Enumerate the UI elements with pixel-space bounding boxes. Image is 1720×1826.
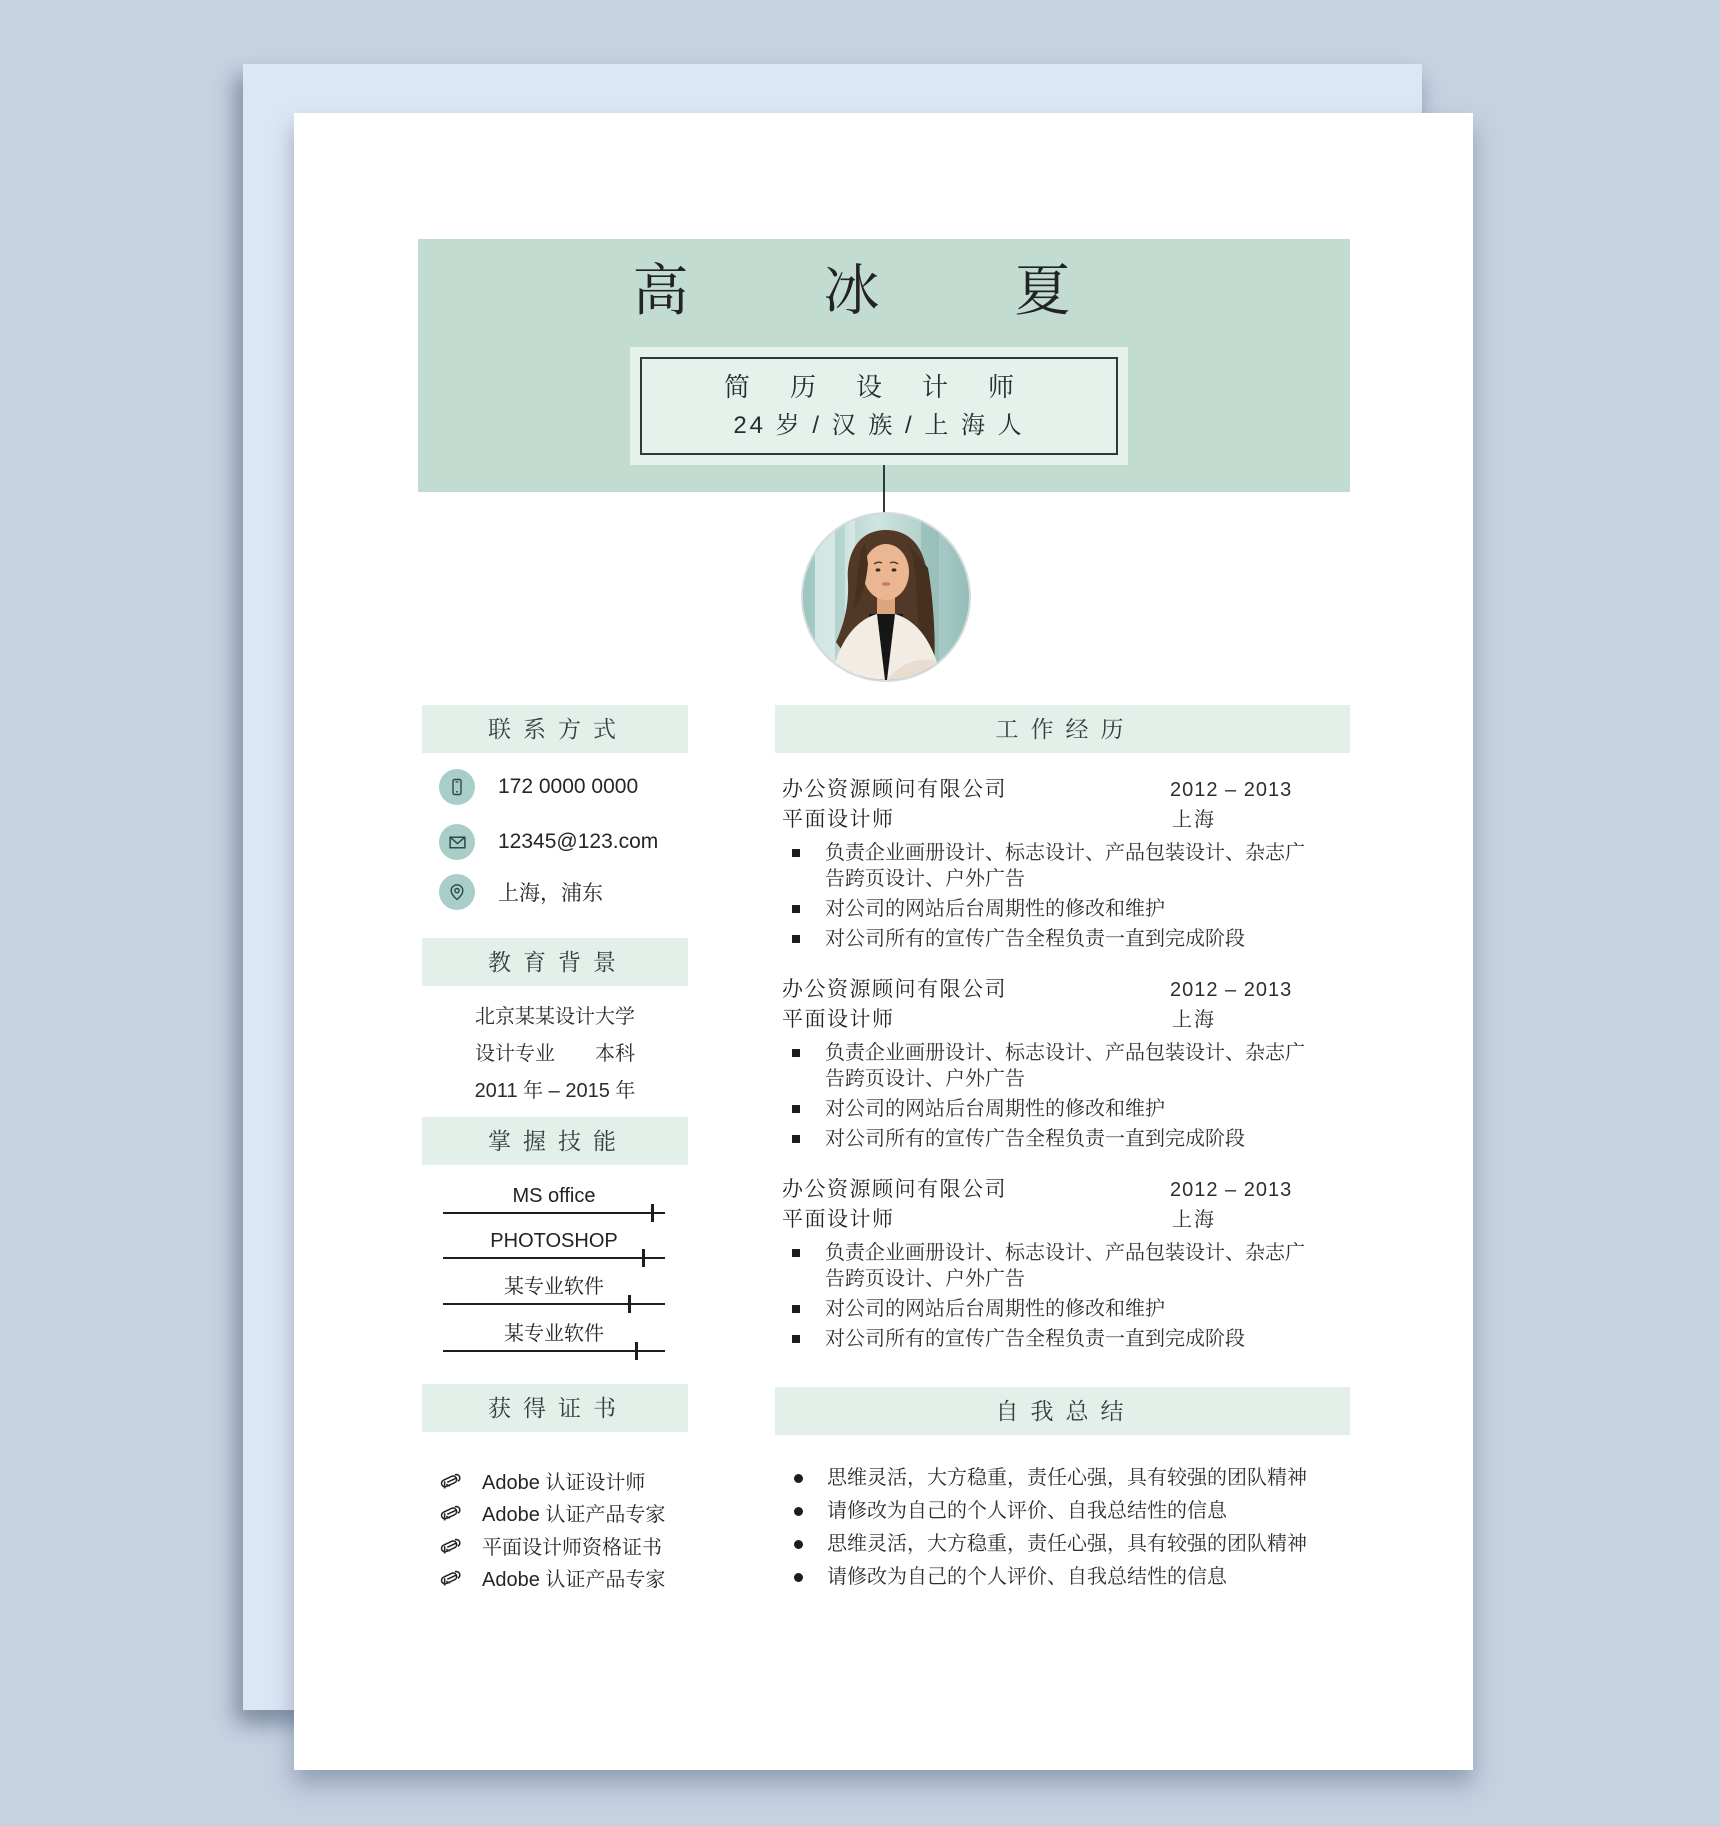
work-bullet-list: [782, 1040, 1350, 1152]
diploma-icon: [438, 1565, 462, 1589]
work-location: 上海: [1172, 1009, 1216, 1031]
contact-location-row: [439, 874, 603, 910]
job-role: 平面设计师: [782, 808, 895, 831]
work-entry: [782, 1175, 1350, 1356]
education-degree: 本科: [595, 1043, 635, 1065]
company-name: 办公资源顾问有限公司: [782, 778, 1007, 801]
skill-name: 某专业软件: [504, 1323, 604, 1345]
skill-item: [443, 1183, 665, 1214]
certificate-name: Adobe 认证产品专家: [482, 1568, 666, 1591]
work-bullet-list: [782, 1240, 1350, 1352]
work-bullet: 负责企业画册设计、标志设计、产品包装设计、杂志广告跨页设计、户外广告: [782, 840, 1305, 892]
work-bullet-list: [782, 840, 1350, 952]
location-text: 上海，浦东: [498, 882, 603, 905]
work-bullet: 负责企业画册设计、标志设计、产品包装设计、杂志广告跨页设计、户外广告: [782, 1240, 1305, 1292]
education-school: 北京某某设计大学: [475, 1006, 635, 1028]
phone-icon: [439, 769, 475, 805]
phone-number: 172 0000 0000: [498, 775, 639, 798]
subtitle-box: [630, 347, 1128, 465]
work-bullet: 对公司所有的宣传广告全程负责一直到完成阶段: [782, 1326, 1305, 1352]
location-icon: [439, 874, 475, 910]
work-period: 2012 – 2013: [1170, 979, 1293, 1001]
skill-level-line: [443, 1350, 665, 1352]
work-entry: [782, 775, 1350, 956]
job-title: 简历设计师: [723, 371, 1054, 402]
skill-level-marker: [651, 1204, 654, 1222]
company-name: 办公资源顾问有限公司: [782, 978, 1007, 1001]
summary-bullet: 思维灵活，大方稳重，责任心强，具有较强的团队精神: [794, 1465, 1367, 1491]
work-bullet: 对公司所有的宣传广告全程负责一直到完成阶段: [782, 926, 1305, 952]
work-entry-subheader: [782, 805, 1350, 835]
section-title-work: 工作经历: [775, 705, 1350, 753]
education-block: [422, 999, 688, 1110]
section-title-certificates: 获得证书: [422, 1384, 688, 1432]
skill-level-line: [443, 1257, 665, 1259]
email-icon: [439, 824, 475, 860]
work-bullet: 对公司的网站后台周期性的修改和维护: [782, 1096, 1305, 1122]
summary-bullet: 请修改为自己的个人评价、自我总结性的信息: [794, 1564, 1367, 1590]
work-entry-header: [782, 975, 1350, 1005]
resume-page: [294, 113, 1473, 1770]
work-entry-subheader: [782, 1005, 1350, 1035]
work-entry-subheader: [782, 1205, 1350, 1235]
summary-bullet-list: [794, 1465, 1367, 1597]
skill-item: [443, 1228, 665, 1259]
skill-name: PHOTOSHOP: [490, 1230, 618, 1252]
skill-item: [443, 1321, 665, 1352]
work-bullet: 对公司的网站后台周期性的修改和维护: [782, 1296, 1305, 1322]
certificate-row: [438, 1532, 662, 1558]
certificate-name: Adobe 认证设计师: [482, 1471, 646, 1494]
contact-phone-row: [439, 769, 638, 805]
work-bullet: 对公司所有的宣传广告全程负责一直到完成阶段: [782, 1126, 1305, 1152]
section-title-summary: 自我总结: [775, 1387, 1350, 1435]
work-entry-header: [782, 1175, 1350, 1205]
certificate-row: [438, 1467, 645, 1493]
portrait-illustration: [803, 514, 969, 680]
certificate-name: 平面设计师资格证书: [482, 1536, 662, 1559]
certificate-row: [438, 1564, 665, 1590]
work-location: 上海: [1172, 809, 1216, 831]
work-period: 2012 – 2013: [1170, 779, 1293, 801]
email-address: 12345@123.com: [498, 830, 659, 853]
skill-name: MS office: [512, 1185, 596, 1207]
work-bullet: 对公司的网站后台周期性的修改和维护: [782, 896, 1305, 922]
work-period: 2012 – 2013: [1170, 1179, 1293, 1201]
job-role: 平面设计师: [782, 1208, 895, 1231]
diploma-icon: [438, 1468, 462, 1492]
work-entry: [782, 975, 1350, 1156]
summary-bullet: 请修改为自己的个人评价、自我总结性的信息: [794, 1498, 1367, 1524]
diploma-icon: [438, 1500, 462, 1524]
skill-level-line: [443, 1212, 665, 1214]
personal-info: 24 岁 / 汉 族 / 上 海 人: [733, 411, 1025, 439]
job-role: 平面设计师: [782, 1008, 895, 1031]
person-name: 高冰夏: [632, 259, 1206, 322]
work-entry-header: [782, 775, 1350, 805]
section-title-education: 教育背景: [422, 938, 688, 986]
summary-bullet: 思维灵活，大方稳重，责任心强，具有较强的团队精神: [794, 1531, 1367, 1557]
company-name: 办公资源顾问有限公司: [782, 1178, 1007, 1201]
skill-level-line: [443, 1303, 665, 1305]
section-title-contact: 联系方式: [422, 705, 688, 753]
subtitle-border-box: [640, 357, 1118, 455]
education-major: 设计专业: [475, 1043, 555, 1065]
certificate-row: [438, 1499, 665, 1525]
profile-photo: [801, 512, 971, 682]
section-title-skills: 掌握技能: [422, 1117, 688, 1165]
skill-level-marker: [642, 1249, 645, 1267]
skill-item: [443, 1274, 665, 1305]
work-bullet: 负责企业画册设计、标志设计、产品包装设计、杂志广告跨页设计、户外广告: [782, 1040, 1305, 1092]
contact-email-row: [439, 824, 658, 860]
work-location: 上海: [1172, 1209, 1216, 1231]
education-period: 2011 年 – 2015 年: [474, 1080, 636, 1102]
diploma-icon: [438, 1533, 462, 1557]
skill-level-marker: [628, 1295, 631, 1313]
skill-level-marker: [635, 1342, 638, 1360]
education-major-degree: [422, 1036, 688, 1073]
certificate-name: Adobe 认证产品专家: [482, 1503, 666, 1526]
skill-name: 某专业软件: [504, 1276, 604, 1298]
